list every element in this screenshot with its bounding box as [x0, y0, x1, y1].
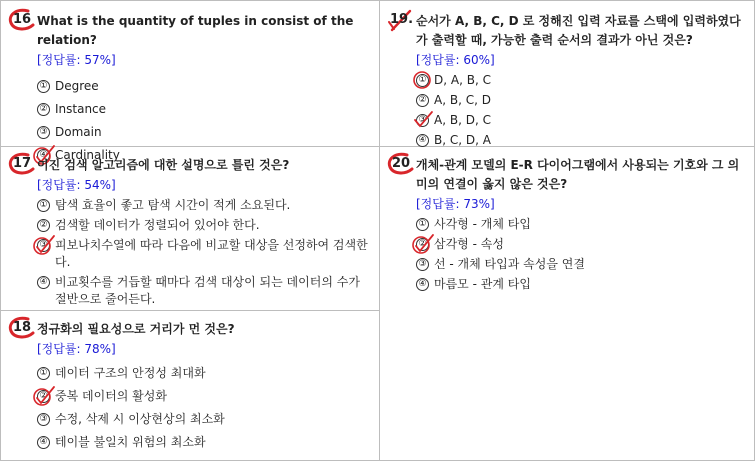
option-3[interactable] — [37, 237, 369, 271]
question-text: 개체-관계 모델의 E-R 다이어그램에서 사용되는 기호와 그 의미의 연결이 옳지 않은 것은? — [416, 158, 740, 191]
option-text: 수정, 삭제 시 이상현상의 최소화 — [55, 412, 225, 426]
option-text: 피보나치수열에 따라 다음에 비교할 대상을 선정하여 검색한다. — [55, 238, 368, 269]
option-number: ② — [37, 390, 50, 403]
question-number: 17 — [12, 156, 32, 171]
question-20 — [380, 147, 755, 462]
option-text: 탐색 효율이 좋고 탐색 시간이 적게 소요된다. — [55, 198, 291, 212]
question-header — [380, 156, 755, 213]
option-4[interactable] — [416, 276, 745, 293]
option-number: ④ — [416, 134, 429, 147]
option-text: 사각형 - 개체 타입 — [434, 217, 531, 231]
option-2[interactable] — [37, 388, 369, 405]
option-1[interactable] — [416, 216, 745, 233]
option-number: ② — [37, 219, 50, 232]
option-text: B, C, D, A — [434, 133, 491, 147]
option-text: 마름모 - 관계 타입 — [434, 277, 531, 291]
option-number: ② — [416, 238, 429, 251]
option-1[interactable] — [37, 197, 369, 214]
question-header — [1, 156, 379, 194]
option-number: ③ — [416, 114, 429, 127]
option-3[interactable] — [37, 124, 369, 141]
correct-rate: [정답률: 78%] — [37, 342, 116, 356]
option-3[interactable] — [37, 411, 369, 428]
question-header — [1, 12, 379, 69]
option-4[interactable] — [37, 274, 369, 308]
question-text: What is the quantity of tuples in consist of the relation? — [37, 14, 354, 47]
option-text: D, A, B, C — [434, 73, 491, 87]
option-text: Domain — [55, 125, 102, 139]
option-list — [1, 365, 379, 451]
question-header — [380, 12, 755, 69]
question-number: 19. — [390, 12, 414, 27]
option-text: Cardinality — [55, 148, 120, 162]
option-number: ② — [37, 103, 50, 116]
option-2[interactable] — [416, 92, 745, 109]
question-19 — [380, 1, 755, 147]
option-1[interactable] — [416, 72, 745, 89]
option-number: ① — [37, 80, 50, 93]
option-number: ④ — [37, 149, 50, 162]
option-number: ③ — [416, 258, 429, 271]
option-4[interactable] — [37, 434, 369, 451]
question-number: 18 — [12, 320, 32, 335]
option-number: ① — [416, 74, 429, 87]
option-text: 검색할 데이터가 정렬되어 있어야 한다. — [55, 218, 260, 232]
left-column — [1, 1, 380, 460]
question-text: 정규화의 필요성으로 거리가 먼 것은? — [37, 322, 235, 336]
option-text: A, B, C, D — [434, 93, 491, 107]
option-text: 데이터 구조의 안정성 최대화 — [55, 366, 206, 380]
option-1[interactable] — [37, 365, 369, 382]
option-number: ④ — [37, 276, 50, 289]
correct-rate: [정답률: 73%] — [416, 197, 495, 211]
option-text: 선 - 개체 타입과 속성을 연결 — [434, 257, 585, 271]
option-number: ② — [416, 94, 429, 107]
option-2[interactable] — [37, 101, 369, 118]
question-18 — [1, 311, 379, 462]
question-header — [1, 320, 379, 358]
option-list — [1, 197, 379, 308]
option-number: ③ — [37, 239, 50, 252]
option-text: 비교횟수를 거듭할 때마다 검색 대상이 되는 데이터의 수가 절반으로 줄어든다. — [55, 275, 360, 306]
option-number: ① — [416, 218, 429, 231]
question-text: 이진 검색 알고리즘에 대한 설명으로 틀린 것은? — [37, 158, 290, 172]
option-list — [380, 216, 755, 293]
right-column — [380, 1, 755, 460]
question-number: 20 — [391, 156, 411, 171]
option-number: ④ — [37, 436, 50, 449]
option-3[interactable] — [416, 256, 745, 273]
option-text: 삼각형 - 속성 — [434, 237, 504, 251]
option-1[interactable] — [37, 78, 369, 95]
option-number: ① — [37, 199, 50, 212]
option-2[interactable] — [37, 217, 369, 234]
option-number: ③ — [37, 413, 50, 426]
option-number: ③ — [37, 126, 50, 139]
option-text: A, B, D, C — [434, 113, 491, 127]
option-3[interactable] — [416, 112, 745, 129]
correct-rate: [정답률: 57%] — [37, 53, 116, 67]
option-text: 테이블 불일치 위험의 최소화 — [55, 435, 206, 449]
question-number: 16 — [12, 12, 32, 27]
option-number: ① — [37, 367, 50, 380]
option-number: ④ — [416, 278, 429, 291]
option-text: Degree — [55, 79, 99, 93]
correct-rate: [정답률: 54%] — [37, 178, 116, 192]
option-text: 중복 데이터의 활성화 — [55, 389, 167, 403]
option-text: Instance — [55, 102, 107, 116]
question-16 — [1, 1, 379, 162]
question-17 — [1, 147, 379, 311]
option-2[interactable] — [416, 236, 745, 253]
option-list — [380, 72, 755, 149]
correct-rate: [정답률: 60%] — [416, 53, 495, 67]
question-text: 순서가 A, B, C, D 로 정해진 입력 자료를 스택에 입력하였다가 출력할 때, 가능한 출력 순서의 결과가 아닌 것은? — [416, 14, 741, 47]
